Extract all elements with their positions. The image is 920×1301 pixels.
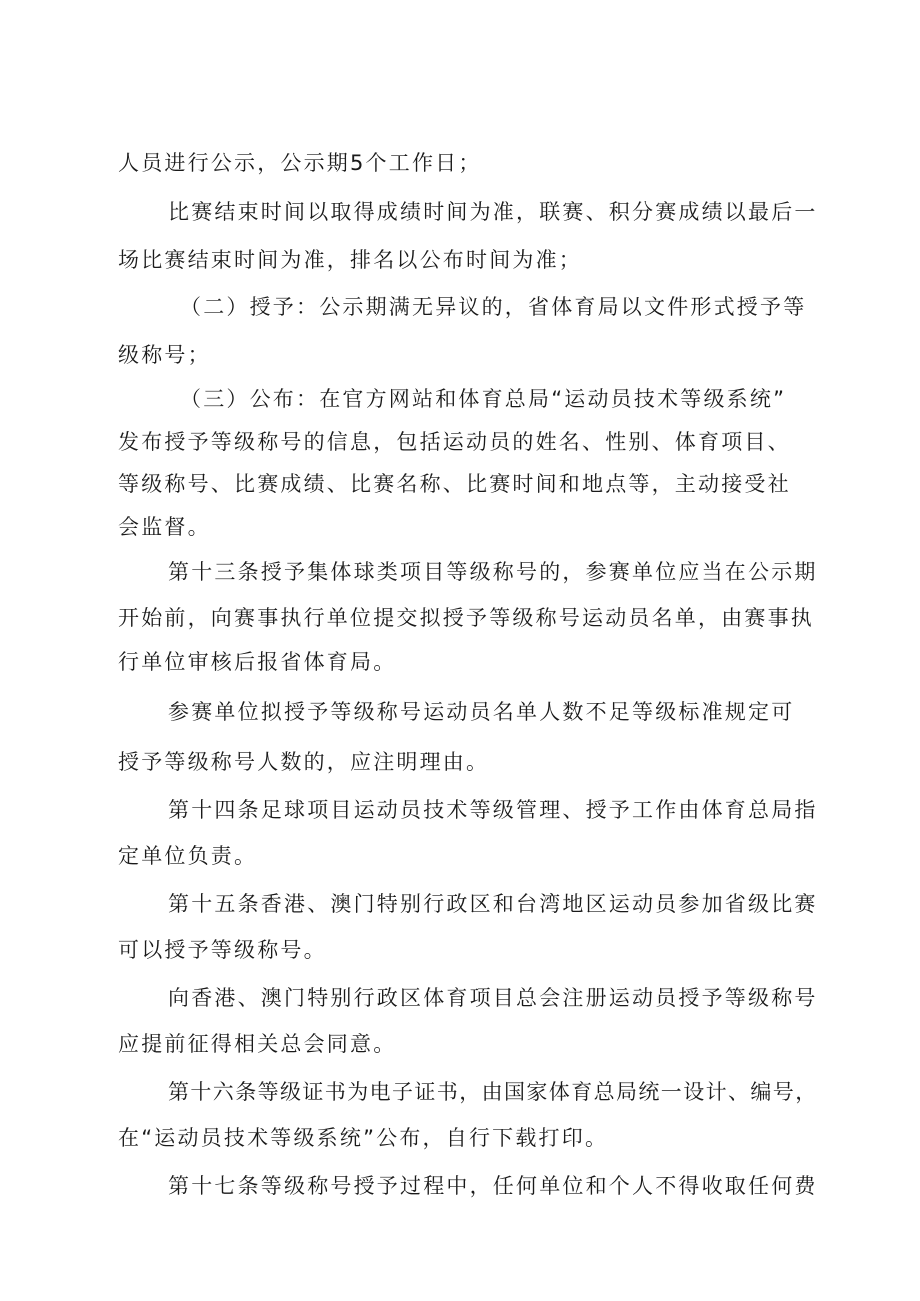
text-line: 第十三条授予集体球类项目等级称号的，参赛单位应当在公示期: [168, 560, 818, 584]
text-line: 向香港、澳门特别行政区体育项目总会注册运动员授予等级称号: [168, 986, 818, 1010]
text-line: 第十六条等级证书为电子证书，由国家体育总局统一设计、编号，: [168, 1080, 818, 1104]
text-line: 人员进行公示，公示期5个工作日；: [118, 151, 482, 175]
text-line: 场比赛结束时间为准，排名以公布时间为准；: [118, 248, 582, 272]
text-line: （二）授予：公示期满无异议的，省体育局以文件形式授予等: [180, 295, 807, 319]
text-line: 定单位负责。: [118, 844, 258, 868]
text-line: 级称号；: [118, 343, 211, 367]
text-line: 发布授予等级称号的信息，包括运动员的姓名、性别、体育项目、: [118, 430, 791, 454]
text-line: 第十五条香港、澳门特别行政区和台湾地区运动员参加省级比赛: [168, 892, 818, 916]
text-line: 在“运动员技术等级系统”公布，自行下载打印。: [118, 1126, 609, 1150]
text-line: 开始前，向赛事执行单位提交拟授予等级称号运动员名单，由赛事执: [118, 606, 814, 630]
text-line: 可以授予等级称号。: [118, 938, 327, 962]
text-line: 比赛结束时间以取得成绩时间为准，联赛、积分赛成绩以最后一: [168, 200, 818, 224]
text-line: 行单位审核后报省体育局。: [118, 650, 397, 674]
text-line: 第十四条足球项目运动员技术等级管理、授予工作由体育总局指: [168, 798, 818, 822]
text-line: 授予等级称号人数的，应注明理由。: [118, 750, 490, 774]
text-line: 第十七条等级称号授予过程中，任何单位和个人不得收取任何费: [168, 1174, 818, 1198]
text-line: 等级称号、比赛成绩、比赛名称、比赛时间和地点等，主动接受社: [118, 472, 791, 496]
text-line: （三）公布：在官方网站和体育总局“运动员技术等级系统”: [180, 387, 787, 411]
text-line: 会监督。: [118, 515, 211, 539]
text-line: 应提前征得相关总会同意。: [118, 1032, 397, 1056]
text-line: 参赛单位拟授予等级称号运动员名单人数不足等级标准规定可: [168, 700, 795, 724]
